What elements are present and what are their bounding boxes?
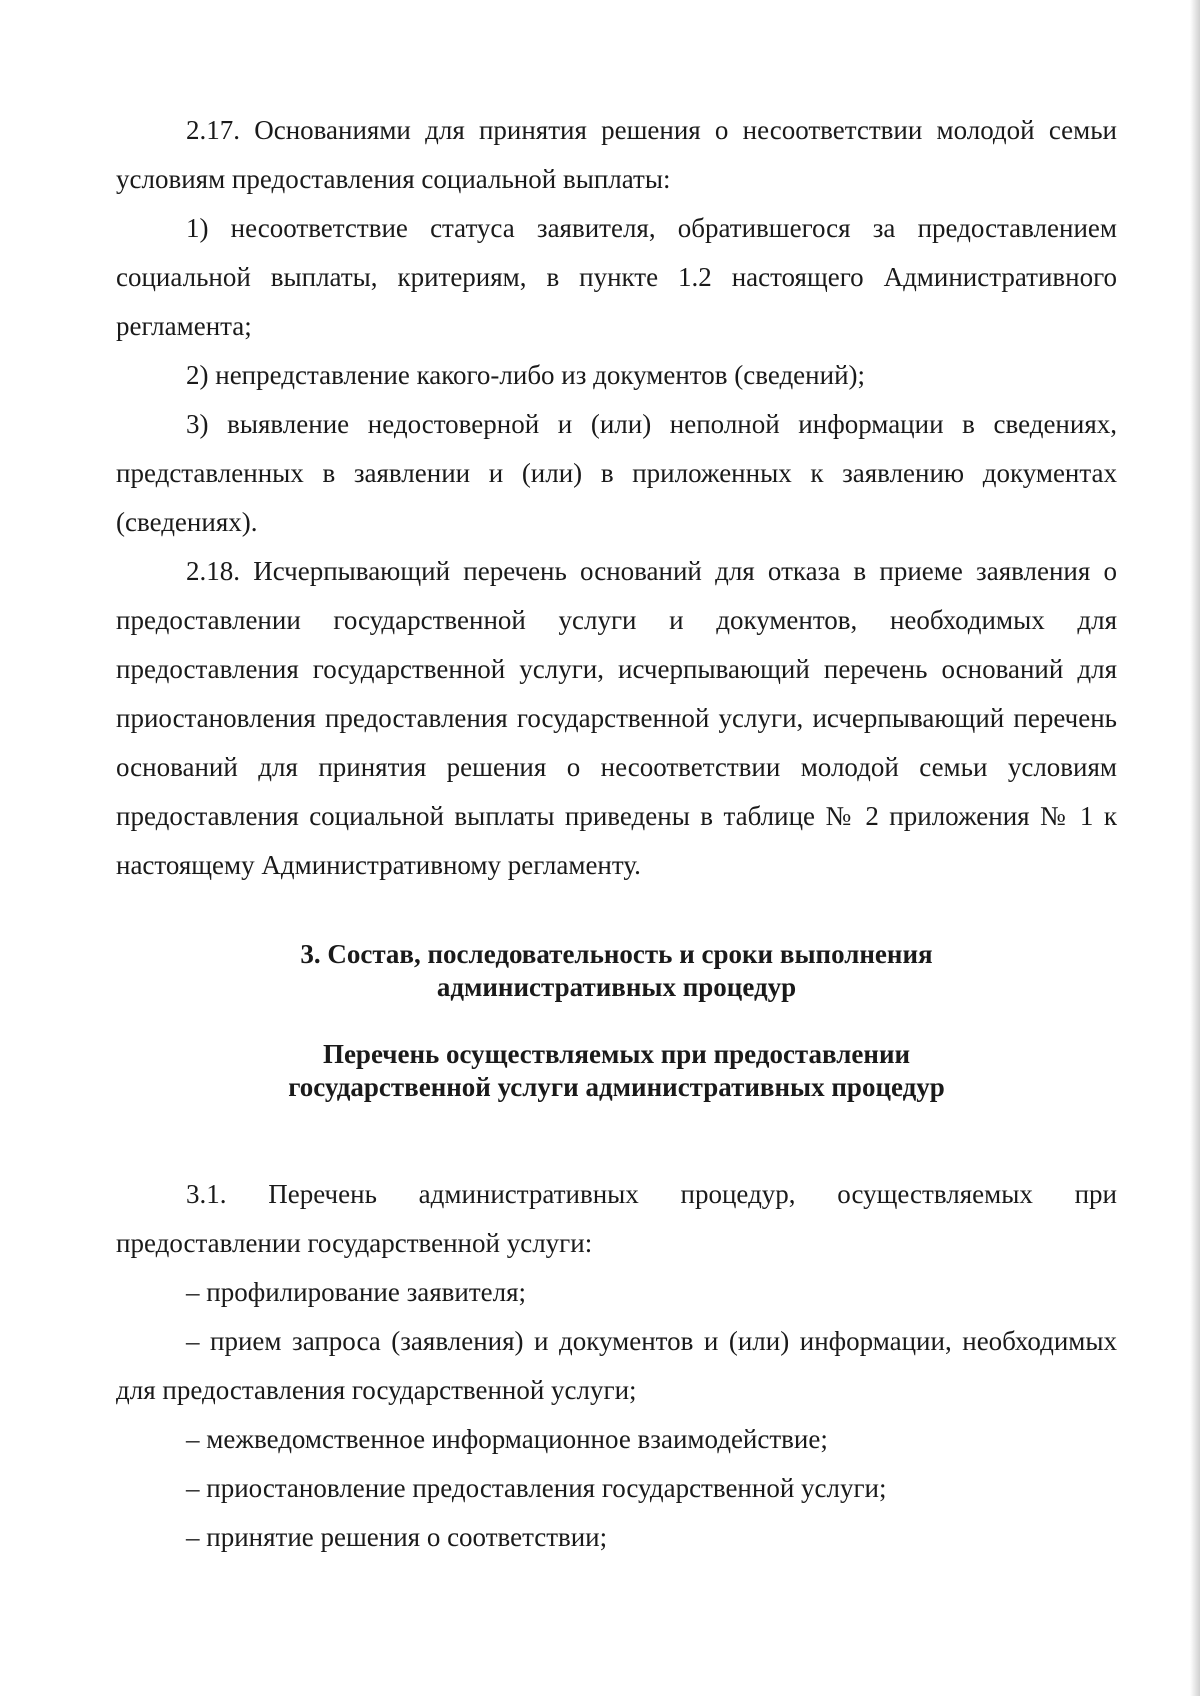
section-3-title-line-1: 3. Состав, последовательность и сроки выполнения bbox=[300, 939, 933, 969]
spacer bbox=[116, 1104, 1117, 1170]
list-item-1: 1) несоответствие статуса заявителя, обратившегося за предоставлением социальной выплаты, критериям, в пункте 1.2 настоящего Административного регламента; bbox=[116, 213, 1117, 341]
section-3-subtitle-line-2: государственной услуги административных процедур bbox=[288, 1072, 945, 1102]
paragraph-2-18: 2.18. Исчерпывающий перечень оснований для отказа в приеме заявления о предоставлении государственной услуги и документов, необходимых для предоставления государственной услуги, исчерпывающий перечень оснований для приостановления предоставления государственной услуги, исчерпывающий перечень оснований для принятия решения о несоответствии молодой семьи условиям предоставления социальной выплаты приведены в таблице № 2 приложения № 1 к настоящему Административному регламенту. bbox=[116, 556, 1117, 880]
list-item-3: 3) выявление недостоверной и (или) неполной информации в сведениях, представленных в заявлении и (или) в приложенных к заявлению документах (сведениях). bbox=[116, 409, 1117, 537]
paragraph-3-1: 3.1. Перечень административных процедур, осуществляемых при предоставлении государственной услуги: bbox=[116, 1179, 1117, 1258]
section-3-subtitle bbox=[116, 1038, 1117, 1104]
procedure-item: – межведомственное информационное взаимодействие; bbox=[186, 1424, 828, 1454]
section-3-title bbox=[116, 938, 1117, 1004]
section-3-subtitle-line-1: Перечень осуществляемых при предоставлении bbox=[322, 1039, 911, 1069]
procedure-item: – принятие решения о соответствии; bbox=[186, 1522, 608, 1552]
section-3-title-line-2: административных процедур bbox=[436, 972, 797, 1002]
procedure-item: – профилирование заявителя; bbox=[186, 1277, 527, 1307]
page-edge-shadow bbox=[1190, 0, 1200, 1696]
spacer bbox=[116, 1004, 1117, 1038]
document-body bbox=[116, 106, 1117, 1562]
procedure-item: – прием запроса (заявления) и документов и (или) информации, необходимых для предоставления государственной услуги; bbox=[116, 1326, 1117, 1405]
spacer bbox=[116, 890, 1117, 938]
paragraph-2-17: 2.17. Основаниями для принятия решения о несоответствии молодой семьи условиям предоставления социальной выплаты: bbox=[116, 115, 1117, 194]
procedure-item: – приостановление предоставления государственной услуги; bbox=[186, 1473, 887, 1503]
list-item-2: 2) непредставление какого-либо из документов (сведений); bbox=[186, 360, 866, 390]
